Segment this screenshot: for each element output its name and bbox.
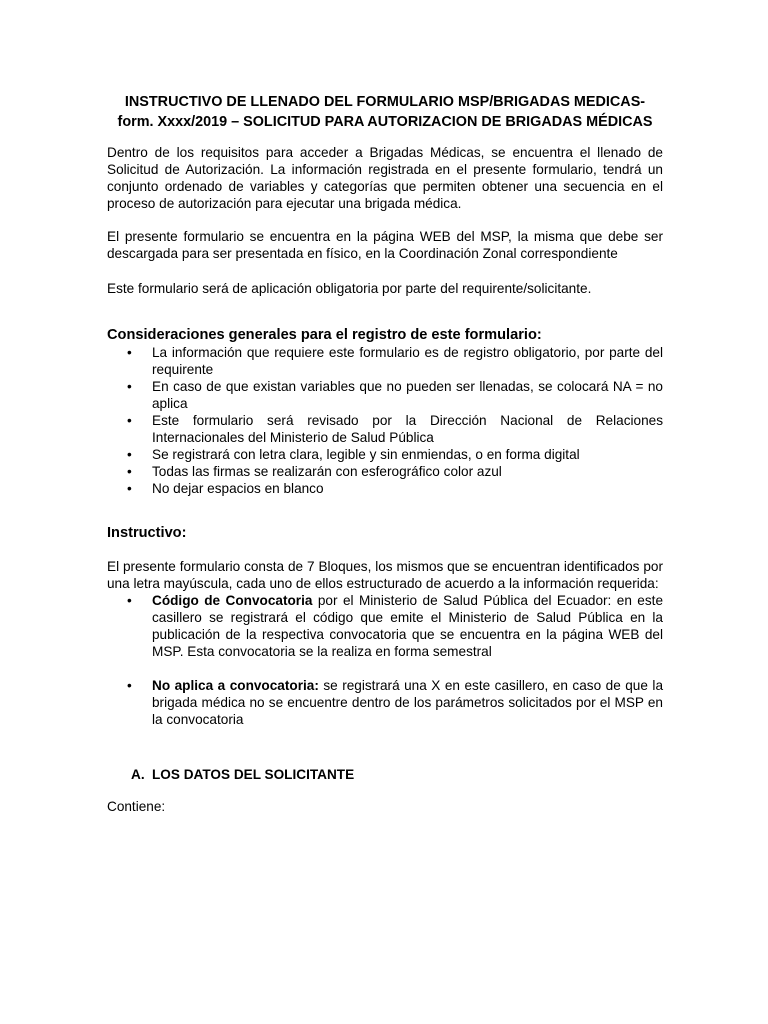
list-item-text: Este formulario será revisado por la Dirección Nacional de Relaciones Internacionales del Ministerio de Salud Pública xyxy=(152,413,663,445)
list-item-text: En caso de que existan variables que no pueden ser llenadas, se colocará NA = no aplica xyxy=(152,379,663,411)
section-a-heading xyxy=(107,766,663,783)
bullet-icon: • xyxy=(127,481,132,496)
document-title: INSTRUCTIVO DE LLENADO DEL FORMULARIO MSP/BRIGADAS MEDICAS-form. Xxxx/2019 – SOLICITUD PARA AUTORIZACION DE BRIGADAS MÉDICAS xyxy=(117,94,653,130)
list-item xyxy=(107,592,663,660)
instructivo-list xyxy=(107,592,663,728)
considerations-heading: Consideraciones generales para el registro de este formulario: xyxy=(107,327,542,343)
list-item xyxy=(107,412,663,446)
bullet-icon: • xyxy=(127,593,132,608)
list-item xyxy=(107,378,663,412)
list-item xyxy=(107,463,663,480)
mandatory-paragraph: Este formulario será de aplicación obligatoria por parte del requirente/solicitante. xyxy=(107,281,592,296)
list-item xyxy=(107,344,663,378)
considerations-list xyxy=(107,344,663,497)
section-title: LOS DATOS DEL SOLICITANTE xyxy=(152,767,355,782)
list-item-text: por el Ministerio de Salud Pública del Ecuador: en este casillero se registrará el código que emite el Ministerio de Salud Pública en la publicación de la respectiva convocatoria que se encuentra en la página WEB del MSP. Esta convocatoria se la realiza en forma semestral xyxy=(152,593,664,659)
instructivo-paragraph: El presente formulario consta de 7 Bloques, los mismos que se encuentran identificados por una letra mayúscula, cada uno de ellos estructurado de acuerdo a la información requerida: xyxy=(107,559,663,591)
instructivo-heading: Instructivo: xyxy=(107,525,187,541)
bullet-icon: • xyxy=(127,678,132,693)
list-item-text: La información que requiere este formulario es de registro obligatorio, por parte del requirente xyxy=(152,345,663,377)
list-item-term: No aplica a convocatoria: xyxy=(152,678,319,693)
bullet-icon: • xyxy=(127,379,132,394)
list-item-text: Se registrará con letra clara, legible y sin enmiendas, o en forma digital xyxy=(152,447,580,462)
section-letter: A. xyxy=(131,767,145,782)
web-paragraph: El presente formulario se encuentra en la página WEB del MSP, la misma que debe ser descargada para ser presentada en físico, en la Coordinación Zonal correspondiente xyxy=(107,229,663,261)
list-item xyxy=(107,480,663,497)
list-item xyxy=(107,677,663,728)
bullet-icon: • xyxy=(127,447,132,462)
contiene-label: Contiene: xyxy=(107,799,166,814)
bullet-icon: • xyxy=(127,464,132,479)
bullet-icon: • xyxy=(127,413,132,428)
list-item-text: se registrará una X en este casillero, en caso de que la brigada médica no se encuentre dentro de los parámetros solicitados por el MSP en la convocatoria xyxy=(152,678,664,727)
list-item-text: Todas las firmas se realizarán con esferográfico color azul xyxy=(152,464,502,479)
intro-paragraph: Dentro de los requisitos para acceder a Brigadas Médicas, se encuentra el llenado de Solicitud de Autorización. La información registrada en el presente formulario, tendrá un conjunto ordenado de variables y categorías que permiten obtener una secuencia en el proceso de autorización para ejecutar una brigada médica. xyxy=(107,145,663,211)
list-item-term: Código de Convocatoria xyxy=(152,593,313,608)
list-item-text: No dejar espacios en blanco xyxy=(152,481,324,496)
list-item xyxy=(107,446,663,463)
bullet-icon: • xyxy=(127,345,132,360)
